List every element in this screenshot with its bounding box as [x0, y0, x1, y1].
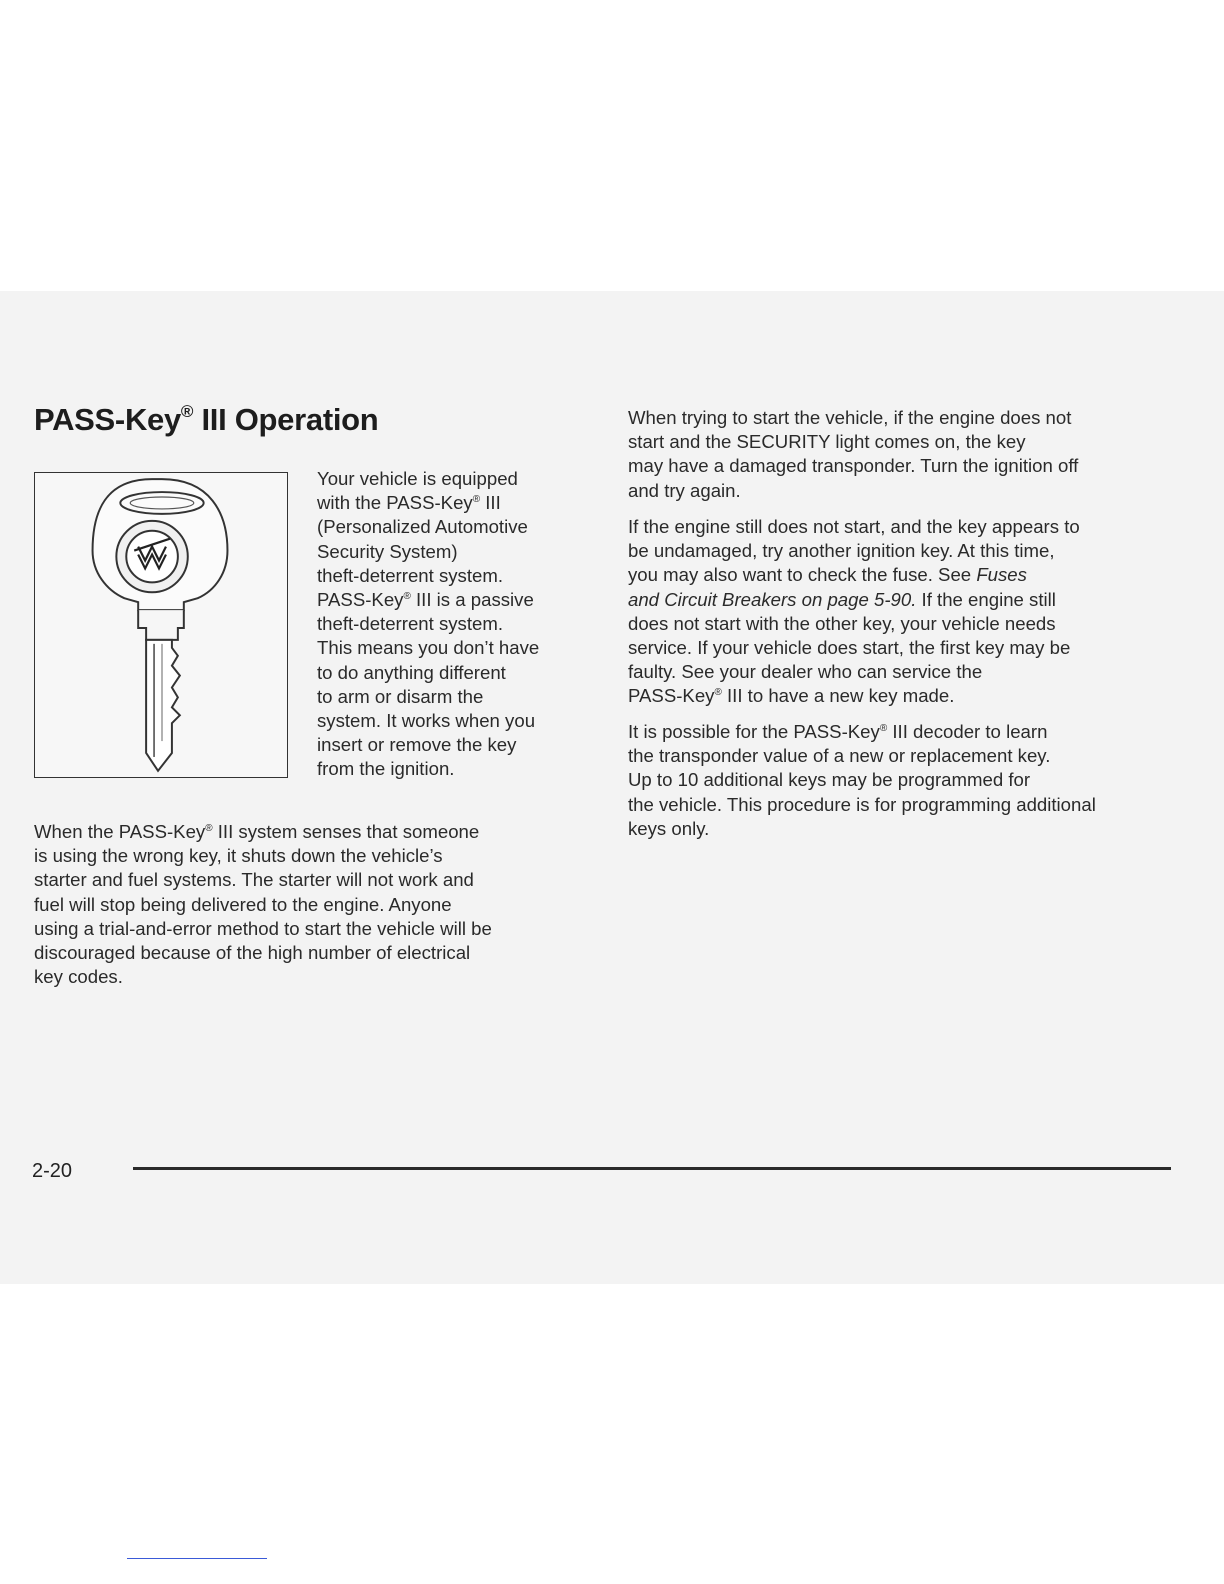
link-underline [127, 1558, 267, 1559]
troubleshooting-paragraph: If the engine still does not start, and the key appears to be undamaged, try another ignition key. At this time, you may also want to check the fuse. See Fuses and Circuit Breakers on page 5-90. If the engine still does not start with the other key, your vehicle needs service. If your vehicle does start, the first key may be faulty. See your dealer who can service the PASS-Key® III to have a new key made. [628, 516, 1080, 707]
key-illustration [34, 472, 288, 778]
security-light-paragraph: When trying to start the vehicle, if the engine does not start and the SECURITY light comes on, the key may have a damaged transponder. Turn the ignition off and try again. [628, 407, 1079, 501]
fuses-reference-link[interactable]: Fuses and Circuit Breakers on page 5-90. [628, 564, 1027, 610]
page-title: PASS-Key® III Operation [34, 402, 379, 437]
intro-paragraph: Your vehicle is equipped with the PASS-Key® III (Personalized Automotive Security System) theft-deterrent system. PASS-Key® III is a passive theft-deterrent system. This means you don’t have to do anything different to arm or disarm the system. It works when you insert or remove the key from the ignition. [317, 468, 540, 780]
footer-divider [133, 1167, 1171, 1170]
additional-keys-paragraph: It is possible for the PASS-Key® III decoder to learn the transponder value of a new or replacement key. Up to 10 additional keys may be programmed for the vehicle. This procedure is for programming additional keys only. [628, 721, 1096, 839]
key-with-buick-emblem-icon [35, 473, 287, 777]
page-number: 2-20 [32, 1160, 73, 1182]
system-description-paragraph: When the PASS-Key® III system senses that someone is using the wrong key, it shuts down the vehicle’s starter and fuel systems. The starter will not work and fuel will stop being delivered to the engine. Anyone using a trial-and-error method to start the vehicle will be discouraged because of the high number of electrical key codes. [34, 821, 492, 988]
